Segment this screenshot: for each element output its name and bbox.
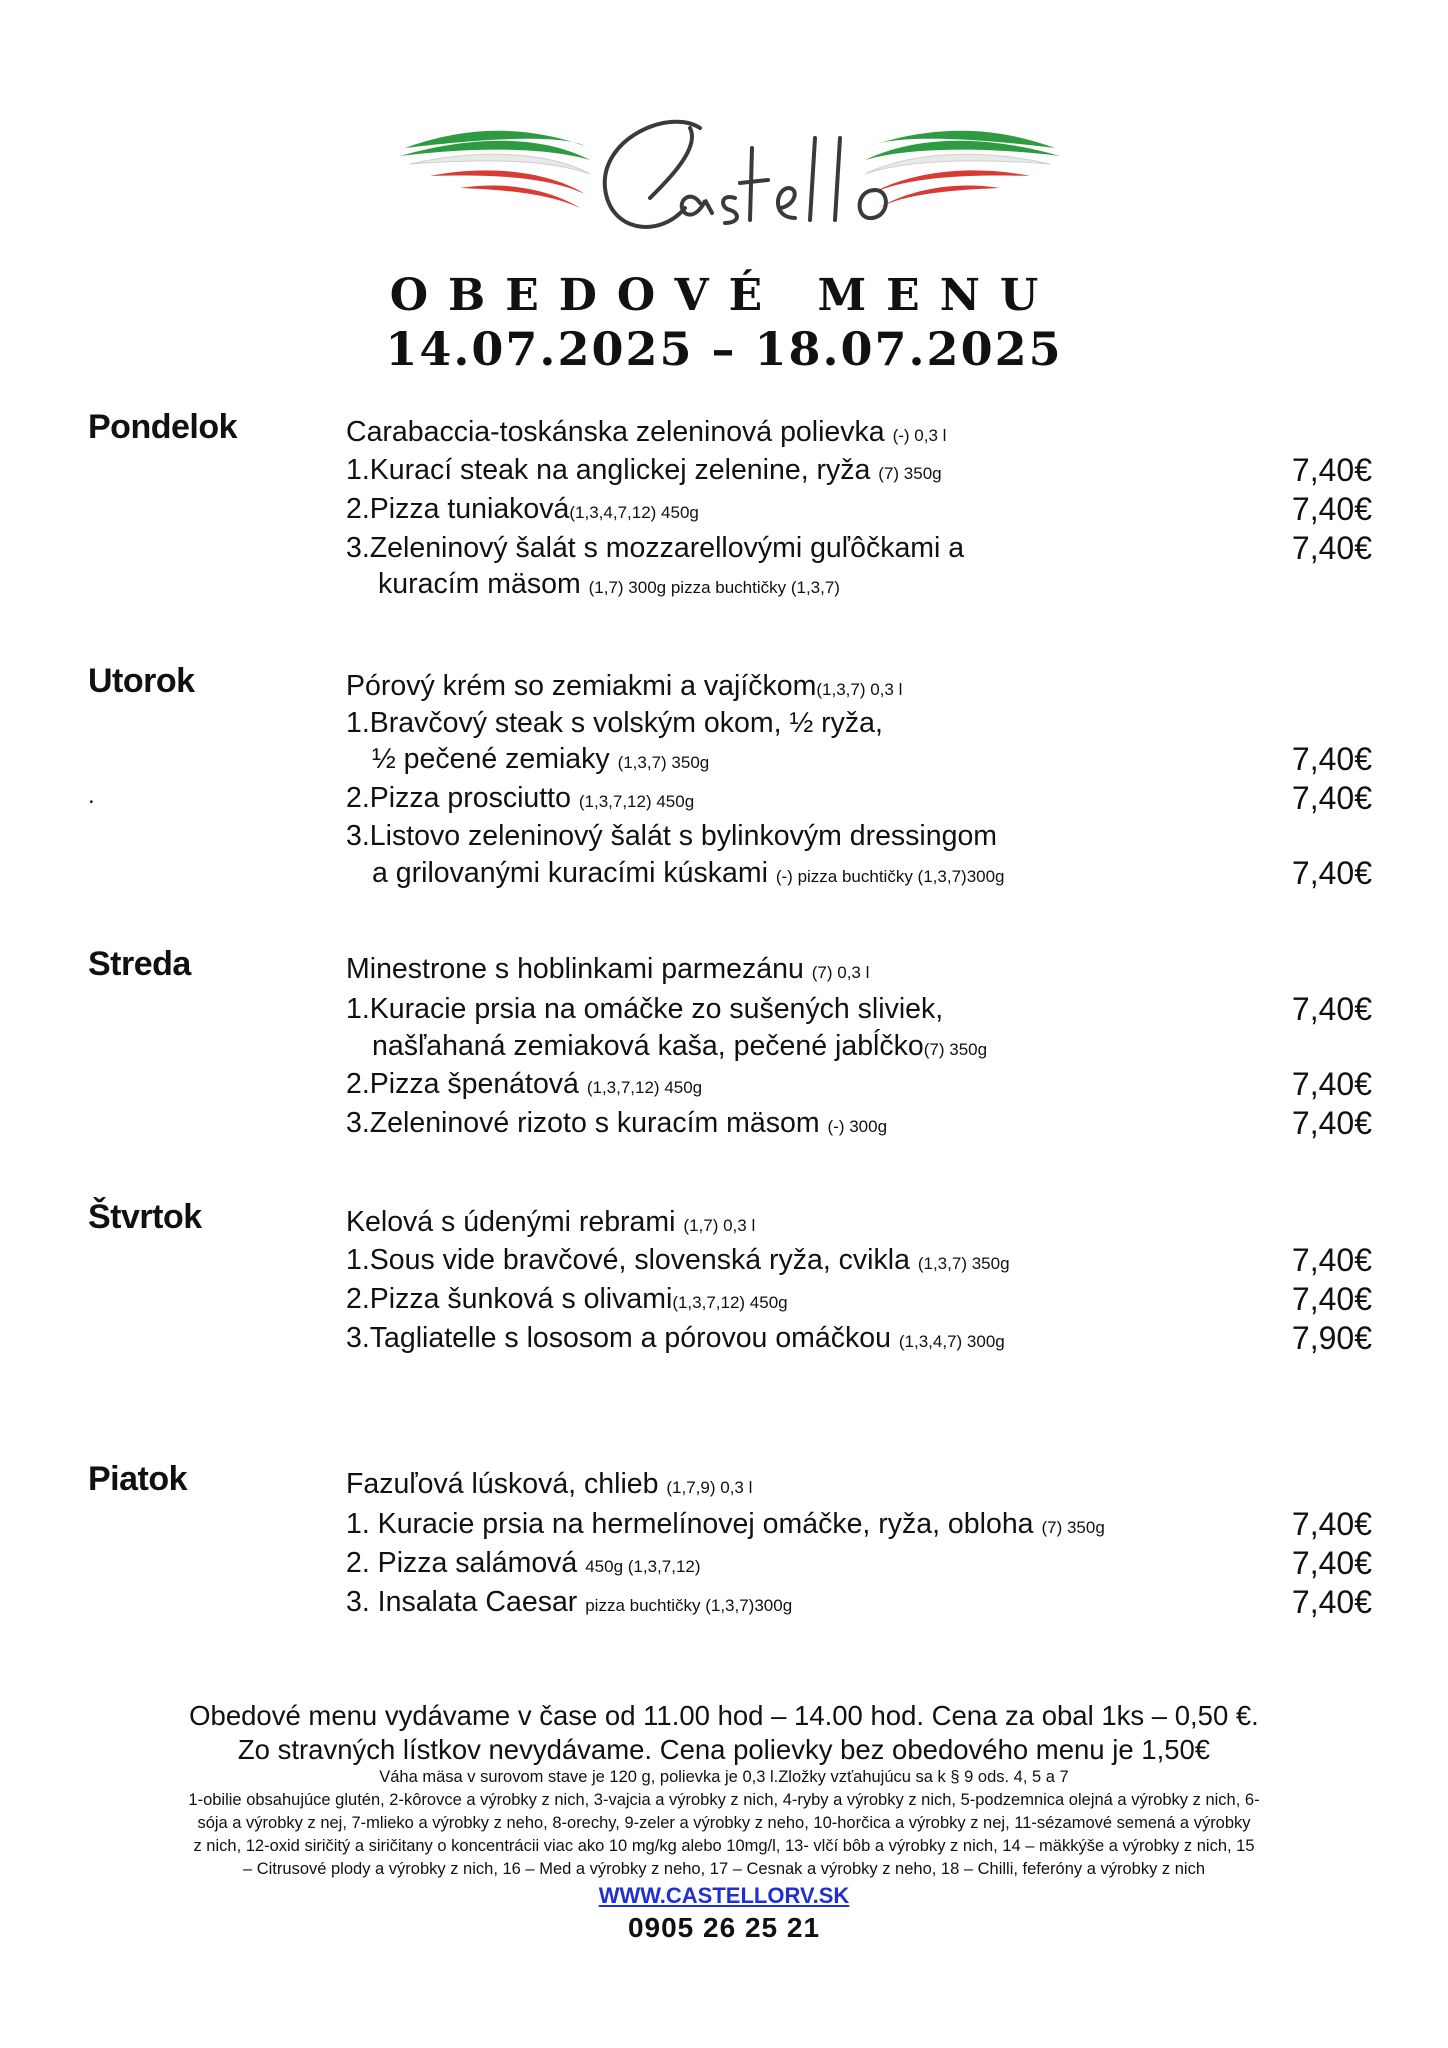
phone-number: 0905 26 25 21 xyxy=(627,1912,821,1943)
website-row xyxy=(0,1883,1448,1909)
castello-logo xyxy=(400,108,1060,258)
allergen-line: 1-obilie obsahujúce glutén, 2-kôrovce a výrobky z nich, 3-vajcia a výrobky z nich, 4-ryby a výrobky z nich, 5-podzemnica olejná a výrobky z nich, 6- xyxy=(188,1791,1260,1809)
menu-item: 3. Insalata Caesar pizza buchtičky (1,3,7)300g xyxy=(346,1586,793,1618)
menu-title: OBEDOVÉ MENU xyxy=(389,270,1059,321)
footer-weight-note: Váha mäsa v surovom stave je 120 g, polievka je 0,3 l.Zložky vzťahujúcu sa k § 9 ods. 4, 5 a 7 xyxy=(379,1768,1069,1786)
day-friday: Piatok xyxy=(88,1460,188,1498)
menu-item: 1. Kuracie prsia na hermelínovej omáčke, ryža, obloha (7) 350g xyxy=(346,1508,1105,1540)
menu-item-price: 7,40€ xyxy=(1291,1242,1372,1278)
menu-item: 1.Bravčový steak s volským okom, ½ ryža, xyxy=(346,707,883,739)
menu-item: 1.Kurací steak na anglickej zelenine, ryža (7) 350g xyxy=(346,454,942,486)
menu-item-continuation: kuracím mäsom (1,7) 300g pizza buchtičky (1,3,7) xyxy=(378,568,840,600)
soup-wednesday: Minestrone s hoblinkami parmezánu (7) 0,3 l xyxy=(346,953,870,985)
menu-item-price: 7,40€ xyxy=(1291,530,1372,566)
day-wednesday: Streda xyxy=(88,945,191,983)
menu-item-price: 7,40€ xyxy=(1291,1584,1372,1620)
allergen-line: – Citrusové plody a výrobky z nich, 16 – Med a výrobky z neho, 17 – Cesnak a výrobky z neho, 18 – Chilli, feferóny a výrobky z nich xyxy=(242,1860,1206,1878)
menu-item: 2. Pizza salámová 450g (1,3,7,12) xyxy=(346,1547,701,1579)
menu-item-price: 7,40€ xyxy=(1291,1545,1372,1581)
menu-item: 3.Listovo zeleninový šalát s bylinkovým dressingom xyxy=(346,820,998,852)
soup-tuesday: Pórový krém so zemiakmi a vajíčkom(1,3,7) 0,3 l xyxy=(346,670,903,702)
italian-flag-right xyxy=(865,131,1060,208)
menu-item: 2.Pizza špenátová (1,3,7,12) 450g xyxy=(346,1068,703,1100)
menu-item-continuation: ½ pečené zemiaky (1,3,7) 350g xyxy=(372,743,710,775)
allergen-line: sója a výrobky z nej, 7-mlieko a výrobky z neho, 8-orechy, 9-zeler a výrobky z neho, 10-horčica a výrobky z nej, 11-sézamové semená a výrobky xyxy=(197,1814,1251,1832)
menu-item-price: 7,40€ xyxy=(1291,491,1372,527)
menu-item-price: 7,40€ xyxy=(1291,1066,1372,1102)
website-link[interactable]: WWW.CASTELLORV.SK xyxy=(598,1883,850,1908)
italian-flag-left xyxy=(400,131,590,208)
day-tuesday: Utorok xyxy=(88,662,195,700)
menu-item-continuation: našľahaná zemiaková kaša, pečené jabĺčko(7) 350g xyxy=(372,1030,988,1062)
menu-item-price: 7,90€ xyxy=(1291,1320,1372,1356)
menu-item: 3.Zeleninové rizoto s kuracím mäsom (-) 300g xyxy=(346,1107,888,1139)
menu-item: 3.Tagliatelle s lososom a pórovou omáčkou (1,3,4,7) 300g xyxy=(346,1322,1005,1354)
date-range: 14.07.2025 – 18.07.2025 xyxy=(385,322,1063,376)
soup-monday: Carabaccia-toskánska zeleninová polievka (-) 0,3 l xyxy=(346,416,947,448)
day-monday: Pondelok xyxy=(88,408,238,446)
allergen-line: z nich, 12-oxid siričitý a siričitany o koncentrácii viac ako 10 mg/kg alebo 10mg/l, 13- vlčí bôb a výrobky z nich, 14 – mäkkýše a výrobky z nich, 15 xyxy=(193,1837,1255,1855)
menu-item-price: 7,40€ xyxy=(1291,991,1372,1027)
menu-item: 1.Sous vide bravčové, slovenská ryža, cvikla (1,3,7) 350g xyxy=(346,1244,1010,1276)
day-thursday: Štvrtok xyxy=(88,1198,202,1236)
menu-item: 2.Pizza tuniaková(1,3,4,7,12) 450g xyxy=(346,493,699,525)
menu-item-price: 7,40€ xyxy=(1291,1506,1372,1542)
soup-friday: Fazuľová lúsková, chlieb (1,7,9) 0,3 l xyxy=(346,1468,753,1500)
menu-item-continuation: a grilovanými kuracími kúskami (-) pizza buchtičky (1,3,7)300g xyxy=(372,857,1005,889)
menu-item-price: 7,40€ xyxy=(1291,1105,1372,1141)
menu-item: 1.Kuracie prsia na omáčke zo sušených sliviek, xyxy=(346,993,944,1025)
menu-item: 2.Pizza prosciutto (1,3,7,12) 450g xyxy=(346,782,695,814)
footer-vouchers: Zo stravných lístkov nevydávame. Cena polievky bez obedového menu je 1,50€ xyxy=(237,1734,1211,1765)
menu-item-price: 7,40€ xyxy=(1291,1281,1372,1317)
menu-item: 2.Pizza šunková s olivami(1,3,7,12) 450g xyxy=(346,1283,788,1315)
stray-marker: . xyxy=(88,782,95,809)
logo-script xyxy=(605,122,886,227)
menu-item-price: 7,40€ xyxy=(1291,452,1372,488)
menu-item-price: 7,40€ xyxy=(1291,855,1372,891)
footer-hours: Obedové menu vydávame v čase od 11.00 hod – 14.00 hod. Cena za obal 1ks – 0,50 €. xyxy=(189,1700,1259,1731)
menu-item: 3.Zeleninový šalát s mozzarellovými guľôčkami a xyxy=(346,532,965,564)
menu-item-price: 7,40€ xyxy=(1291,741,1372,777)
soup-thursday: Kelová s údenými rebrami (1,7) 0,3 l xyxy=(346,1206,756,1238)
menu-item-price: 7,40€ xyxy=(1291,780,1372,816)
